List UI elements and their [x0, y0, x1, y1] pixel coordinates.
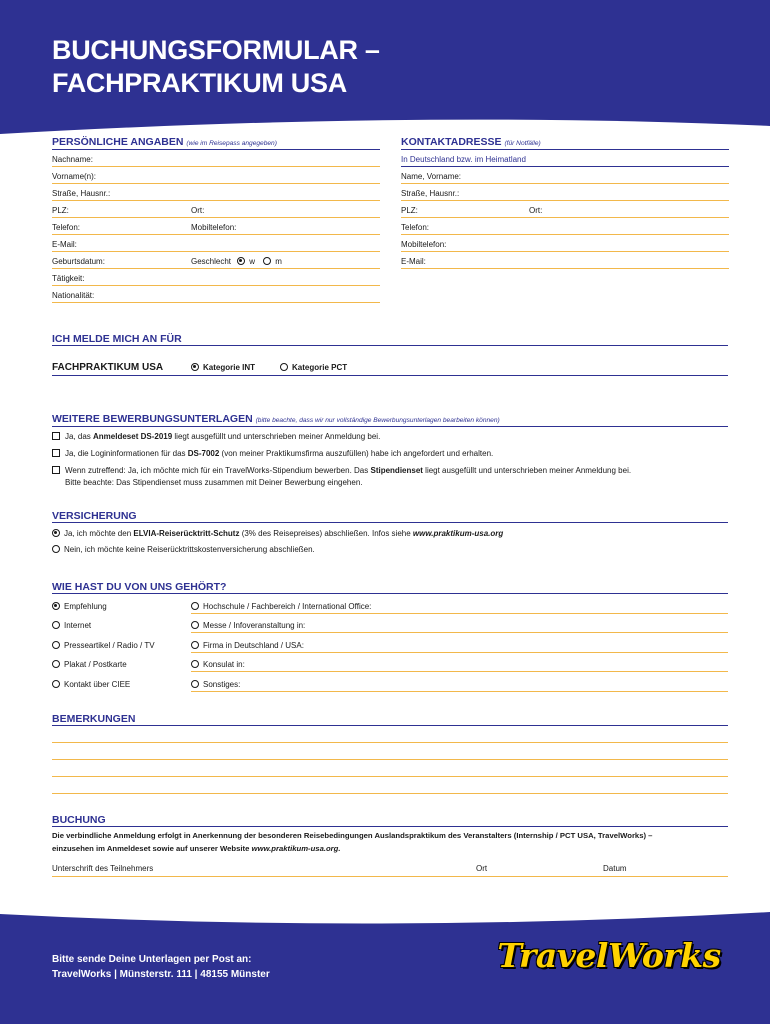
contact-plz-ort-field[interactable]: [401, 217, 729, 218]
source-messe-field[interactable]: [191, 632, 728, 633]
booking-datum-label: Datum: [603, 864, 627, 873]
documents-title-rule: [52, 426, 728, 427]
booking-ort-label: Ort: [476, 864, 488, 873]
source-option-konsulat[interactable]: [191, 660, 245, 669]
taetigkeit-field[interactable]: [52, 285, 380, 286]
remarks-line-1[interactable]: [52, 742, 728, 743]
documents-note: (bitte beachte, dass wir nur vollständige Bewerbungsunterlagen bearbeiten können): [255, 417, 500, 424]
strasse-field[interactable]: [52, 200, 380, 201]
contact-email-field[interactable]: [401, 268, 729, 269]
source-option-messe[interactable]: [191, 621, 305, 630]
travelworks-logo-text: TravelWorks: [497, 936, 721, 975]
booking-terms-line2: [52, 844, 341, 853]
contact-email-label: E-Mail:: [401, 257, 426, 266]
insurance-section-title: VERSICHERUNG: [52, 510, 137, 522]
plz-label: PLZ:: [52, 206, 69, 215]
footer-address: [52, 952, 270, 982]
program-row-rule: [52, 375, 728, 376]
source-ciee-radio[interactable]: [52, 680, 60, 688]
nationalitaet-label: Nationalität:: [52, 291, 95, 300]
booking-website-link[interactable]: www.praktikum-usa.org.: [251, 844, 341, 853]
kategorie-pct-option[interactable]: [280, 363, 347, 372]
ds2019-text-post: liegt ausgefüllt und unterschrieben meiner Anmeldung bei.: [172, 432, 381, 441]
strasse-label: Straße, Hausnr.:: [52, 189, 111, 198]
source-hochschule-field[interactable]: [191, 613, 728, 614]
insurance-no-label: Nein, ich möchte keine Reiserücktrittskostenversicherung abschließen.: [64, 545, 315, 554]
contact-title-rule: [401, 149, 729, 150]
insurance-yes-radio[interactable]: [52, 529, 60, 537]
insurance-info-link[interactable]: www.praktikum-usa.org: [412, 529, 504, 538]
plz-ort-field[interactable]: [52, 217, 380, 218]
source-section-title: WIE HAST DU VON UNS GEHÖRT?: [52, 581, 227, 593]
personal-title-rule: [52, 149, 380, 150]
insurance-yes-text-pre: Ja, ich möchte den: [64, 529, 134, 538]
document-item-ds7002: [52, 449, 493, 458]
geburtsdatum-field[interactable]: [52, 268, 380, 269]
taetigkeit-label: Tätigkeit:: [52, 274, 85, 283]
remarks-section-title: BEMERKUNGEN: [52, 713, 136, 725]
ds7002-text-pre: Ja, die Logininformationen für das: [65, 449, 188, 458]
ds7002-checkbox[interactable]: [52, 449, 60, 457]
contact-mobil-field[interactable]: [401, 251, 729, 252]
kategorie-int-radio[interactable]: [191, 363, 199, 371]
page-title-line2: FACHPRAKTIKUM USA: [52, 68, 347, 98]
source-firma-label: Firma in Deutschland / USA:: [203, 641, 304, 650]
insurance-no-option[interactable]: [52, 545, 315, 554]
ort-label: Ort:: [191, 206, 205, 215]
telefon-label: Telefon:: [52, 223, 81, 232]
booking-terms-line2-pre: einzusehen im Anmeldeset sowie auf unserer Website: [52, 844, 252, 853]
nationalitaet-field[interactable]: [52, 302, 380, 303]
documents-title: WEITERE BEWERBUNGSUNTERLAGEN: [52, 413, 253, 425]
contact-strasse-field[interactable]: [401, 200, 729, 201]
footer-line2: TravelWorks | Münsterstr. 111 | 48155 Münster: [52, 969, 270, 980]
source-hochschule-radio[interactable]: [191, 602, 199, 610]
vorname-field[interactable]: [52, 183, 380, 184]
signature-field[interactable]: [52, 876, 728, 877]
page-title: [52, 34, 380, 100]
gender-w-label: w: [249, 257, 256, 266]
kategorie-int-option[interactable]: [191, 363, 255, 372]
nachname-label: Nachname:: [52, 155, 93, 164]
source-title-rule: [52, 593, 728, 594]
contact-strasse-label: Straße, Hausnr.:: [401, 189, 460, 198]
insurance-title-rule: [52, 522, 728, 523]
source-firma-radio[interactable]: [191, 641, 199, 649]
document-item-stipendium: [52, 466, 631, 475]
source-plakat-radio[interactable]: [52, 660, 60, 668]
travelworks-logo: [486, 934, 732, 978]
source-option-internet[interactable]: [52, 621, 91, 630]
source-hochschule-label: Hochschule / Fachbereich / International Office:: [203, 602, 372, 611]
gender-m-radio[interactable]: [263, 257, 271, 265]
source-sonstiges-label: Sonstiges:: [203, 680, 241, 689]
remarks-line-3[interactable]: [52, 776, 728, 777]
program-name: FACHPRAKTIKUM USA: [52, 362, 164, 373]
register-title-rule: [52, 345, 728, 346]
signature-label: Unterschrift des Teilnehmers: [52, 864, 154, 873]
personal-note: (wie im Reisepass angegeben): [186, 140, 277, 147]
source-internet-label: Internet: [64, 621, 92, 630]
booking-section-title: BUCHUNG: [52, 814, 106, 826]
kategorie-pct-label: Kategorie PCT: [292, 363, 348, 372]
source-option-presse[interactable]: [52, 641, 155, 650]
booking-title-rule: [52, 826, 728, 827]
contact-telefon-field[interactable]: [401, 234, 729, 235]
source-empfehlung-label: Empfehlung: [64, 602, 107, 611]
remarks-title-rule: [52, 725, 728, 726]
vorname-label: Vorname(n):: [52, 172, 97, 181]
personal-title: PERSÖNLICHE ANGABEN: [52, 136, 184, 148]
telefon-mobil-field[interactable]: [52, 234, 380, 235]
page-title-line1: BUCHUNGSFORMULAR –: [52, 35, 380, 65]
remarks-line-2[interactable]: [52, 759, 728, 760]
email-field[interactable]: [52, 251, 380, 252]
kategorie-int-label: Kategorie INT: [203, 363, 256, 372]
gender-w-radio[interactable]: [237, 257, 245, 265]
source-messe-label: Messe / Infoveranstaltung in:: [203, 621, 306, 630]
source-konsulat-field[interactable]: [191, 671, 728, 672]
booking-terms-line1: Die verbindliche Anmeldung erfolgt in Anerkennung der besonderen Reisebedingungen Auslandspraktikum des Veranstalters (Internship / PCT USA, TravelWorks) –: [52, 831, 653, 840]
contact-subtitle-rule: [401, 166, 729, 167]
footer-line1: Bitte sende Deine Unterlagen per Post an:: [52, 954, 252, 965]
source-option-hochschule[interactable]: [191, 602, 371, 611]
stipendium-text-bold: Stipendienset: [370, 466, 423, 475]
contact-mobil-label: Mobiltelefon:: [401, 240, 447, 249]
geschlecht-group: [191, 257, 282, 266]
documents-section-title: [52, 413, 500, 425]
personal-section-title: [52, 136, 277, 148]
stipendium-checkbox[interactable]: [52, 466, 60, 474]
ds2019-text-bold: Anmeldeset DS-2019: [93, 432, 173, 441]
source-presse-label: Presseartikel / Radio / TV: [64, 641, 155, 650]
stipendium-text-pre: Wenn zutreffend: Ja, ich möchte mich für ein TravelWorks-Stipendium bewerben. Das: [65, 466, 371, 475]
source-sonstiges-field[interactable]: [191, 691, 728, 692]
contact-telefon-label: Telefon:: [401, 223, 430, 232]
source-internet-radio[interactable]: [52, 621, 60, 629]
document-item-ds2019: [52, 432, 380, 441]
source-presse-radio[interactable]: [52, 641, 60, 649]
source-option-ciee[interactable]: [52, 680, 130, 689]
contact-section-title: [401, 136, 541, 148]
insurance-yes-text-mid: (3% des Reisepreises) abschließen. Infos siehe: [239, 529, 413, 538]
contact-name-field[interactable]: [401, 183, 729, 184]
mobil-label: Mobiltelefon:: [191, 223, 237, 232]
email-label: E-Mail:: [52, 240, 77, 249]
ds2019-checkbox[interactable]: [52, 432, 60, 440]
stipendium-note: Bitte beachte: Das Stipendienset muss zusammen mit Deiner Bewerbung eingehen.: [65, 478, 363, 487]
contact-title: KONTAKTADRESSE: [401, 136, 502, 148]
ds7002-text-post: (von meiner Praktikumsfirma auszufüllen) habe ich angefordert und erhalten.: [219, 449, 494, 458]
source-option-plakat[interactable]: [52, 660, 127, 669]
contact-ort-label: Ort:: [529, 206, 543, 215]
insurance-yes-text-bold: ELVIA-Reiserücktritt-Schutz: [133, 529, 240, 538]
insurance-yes-option[interactable]: [52, 529, 503, 538]
source-option-firma[interactable]: [191, 641, 304, 650]
ds2019-text-pre: Ja, das: [65, 432, 94, 441]
kategorie-pct-radio[interactable]: [280, 363, 288, 371]
contact-name-label: Name, Vorname:: [401, 172, 462, 181]
gender-m-label: m: [275, 257, 282, 266]
insurance-no-radio[interactable]: [52, 545, 60, 553]
source-option-empfehlung[interactable]: [52, 602, 107, 611]
ds7002-text-bold: DS-7002: [187, 449, 220, 458]
source-option-sonstiges[interactable]: [191, 680, 240, 689]
contact-plz-label: PLZ:: [401, 206, 418, 215]
source-konsulat-label: Konsulat in:: [203, 660, 245, 669]
source-plakat-label: Plakat / Postkarte: [64, 660, 127, 669]
stipendium-text-post: liegt ausgefüllt und unterschrieben meiner Anmeldung bei.: [422, 466, 632, 475]
source-ciee-label: Kontakt über CIEE: [64, 680, 131, 689]
register-section-title: ICH MELDE MICH AN FÜR: [52, 333, 182, 345]
source-konsulat-radio[interactable]: [191, 660, 199, 668]
geburtsdatum-label: Geburtsdatum:: [52, 257, 105, 266]
source-firma-field[interactable]: [191, 652, 728, 653]
source-messe-radio[interactable]: [191, 621, 199, 629]
source-sonstiges-radio[interactable]: [191, 680, 199, 688]
contact-subtitle: In Deutschland bzw. im Heimatland: [401, 155, 526, 164]
source-empfehlung-radio[interactable]: [52, 602, 60, 610]
remarks-line-4[interactable]: [52, 793, 728, 794]
nachname-field[interactable]: [52, 166, 380, 167]
geschlecht-label: Geschlecht: [191, 257, 232, 266]
contact-note: (für Notfälle): [504, 140, 541, 147]
